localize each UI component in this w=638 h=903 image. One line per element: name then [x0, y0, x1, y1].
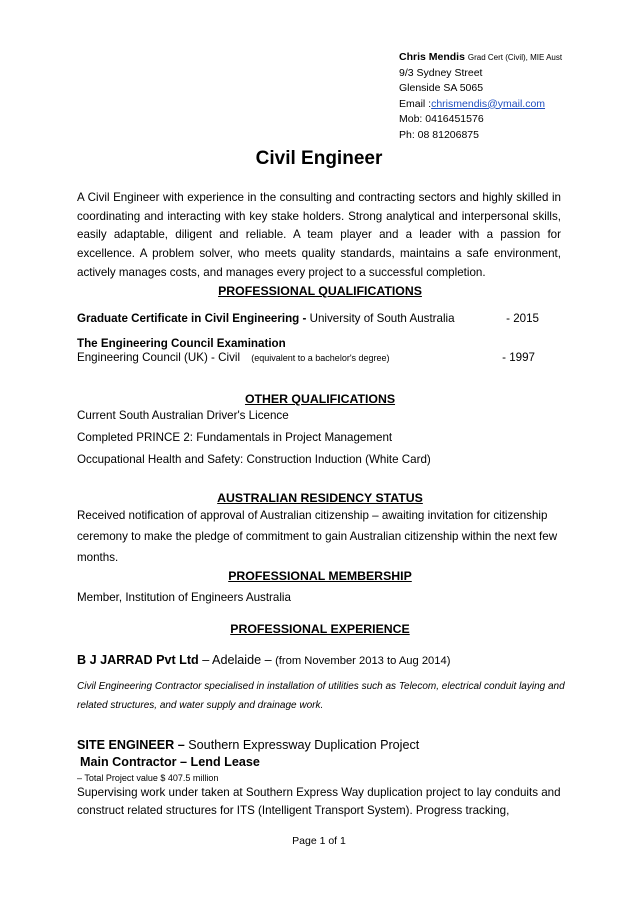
- qualification-2-detail: Engineering Council (UK) - Civil: [77, 351, 241, 364]
- experience-heading: PROFESSIONAL EXPERIENCE: [230, 622, 410, 636]
- residency-text: Received notification of approval of Australian citizenship – awaiting invitation for citizenship ceremony to make the pledge of commitment to gain Australian citizenship within the next few months.: [77, 509, 558, 564]
- residency-heading: AUSTRALIAN RESIDENCY STATUS: [217, 491, 423, 505]
- role-title: SITE ENGINEER –: [77, 738, 189, 752]
- membership-text: Member, Institution of Engineers Australia: [77, 591, 291, 604]
- professional-qualifications-heading: PROFESSIONAL QUALIFICATIONS: [218, 284, 422, 298]
- company-description: Civil Engineering Contractor specialised in installation of utilities such as Telecom, electrical conduit laying and related structures, and water supply and drainage work.: [77, 681, 565, 711]
- company-location: – Adelaide –: [198, 653, 276, 667]
- contact-block: [399, 50, 562, 143]
- role-description: Supervising work under taken at Southern Express Way duplication project to lay conduits and construct related structures for ITS (Intelligent Transport System). Progress tracking,: [77, 786, 561, 817]
- document-title: Civil Engineer: [255, 148, 383, 169]
- contact-name: Chris Mendis: [399, 51, 465, 63]
- role-project: Southern Expressway Duplication Project: [188, 738, 420, 752]
- company-period: (from November 2013 to Aug 2014): [275, 655, 451, 667]
- qualification-row-2: [77, 351, 547, 364]
- main-contractor: Main Contractor – Lend Lease: [80, 755, 260, 769]
- company-line: [77, 653, 450, 667]
- qualification-2-note: (equivalent to a bachelor's degree): [251, 353, 390, 363]
- contact-mobile: Mob: 0416451576: [399, 113, 484, 125]
- contact-credentials: Grad Cert (Civil), MIE Aust: [467, 53, 563, 62]
- other-qualification-item: Completed PRINCE 2: Fundamentals in Project Management: [77, 431, 393, 444]
- other-qualification-item: Occupational Health and Safety: Construction Induction (White Card): [77, 453, 431, 466]
- contact-name-line: [399, 50, 562, 66]
- qualification-1-title: Graduate Certificate in Civil Engineering -: [77, 312, 310, 325]
- membership-heading: PROFESSIONAL MEMBERSHIP: [228, 569, 412, 583]
- contact-email-label: Email :: [399, 97, 432, 110]
- contact-address-line2: Glenside SA 5065: [399, 82, 484, 94]
- contact-phone: Ph: 08 81206875: [399, 128, 479, 141]
- other-qualifications-heading: OTHER QUALIFICATIONS: [244, 392, 396, 406]
- qualification-1-year: - 2015: [506, 312, 539, 325]
- qualification-1-institution: University of South Australia: [309, 312, 455, 325]
- page-footer: Page 1 of 1: [292, 835, 346, 847]
- qualification-2-title: The Engineering Council Examination: [77, 337, 286, 350]
- role-line: [77, 738, 419, 752]
- qualification-2-year: - 1997: [502, 351, 535, 364]
- contact-address-line1: 9/3 Sydney Street: [399, 66, 483, 79]
- project-value: – Total Project value $ 407.5 million: [77, 773, 219, 783]
- other-qualification-item: Current South Australian Driver's Licence: [77, 409, 289, 422]
- company-name: B J JARRAD Pvt Ltd: [77, 653, 199, 667]
- intro-paragraph: A Civil Engineer with experience in the consulting and contracting sectors and highly skilled in coordinating and interacting with key stake holders. Strong analytical and interpersonal skills, easily adaptable, diligent and reliable. A team player and a leader with a passion for excellence. A problem solver, who meets quality standards, maintains a safe environment, actively manages costs, and manages every project to a successful completion.: [77, 191, 561, 279]
- contact-email-line: [399, 97, 562, 113]
- contact-email-link[interactable]: chrismendis@ymail.com: [431, 97, 546, 110]
- qualification-row-1: [77, 312, 547, 325]
